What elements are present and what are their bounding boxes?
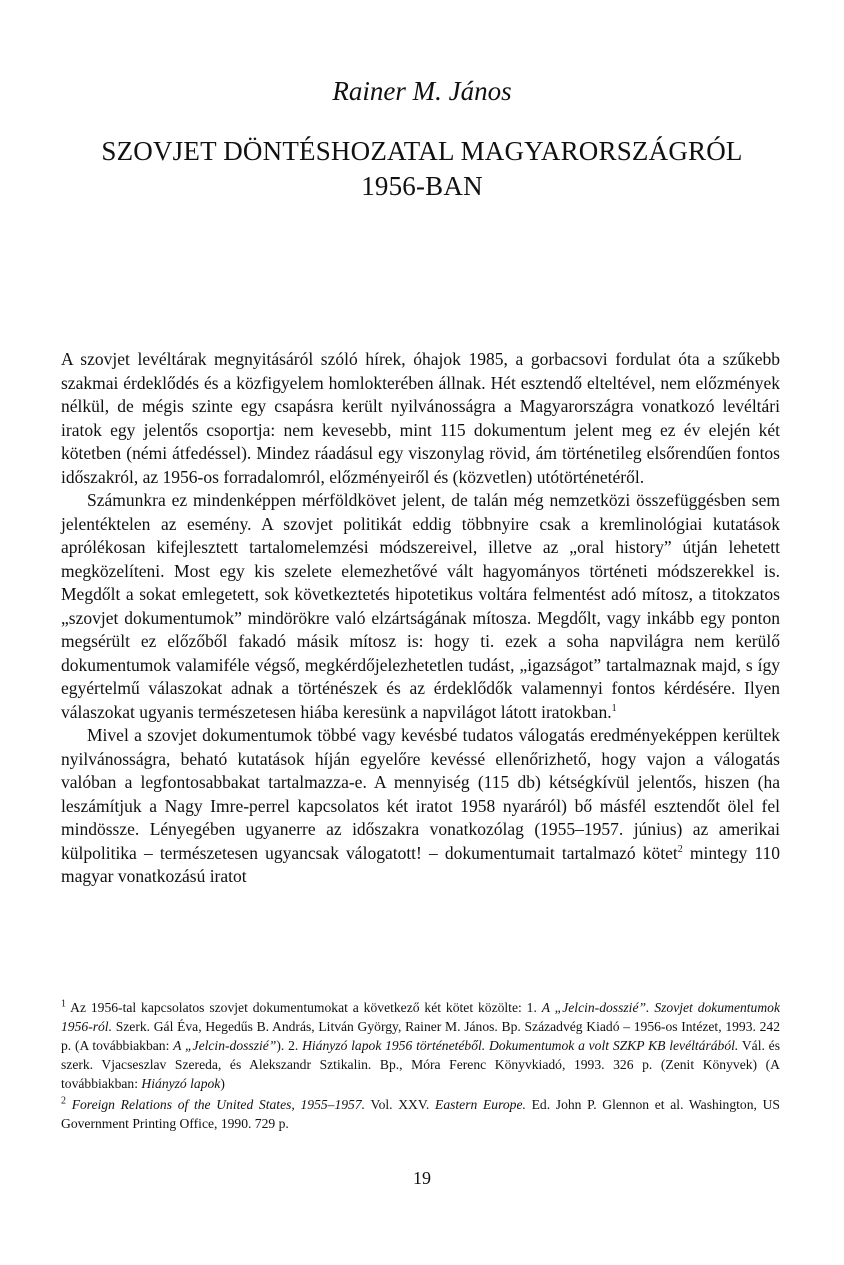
- paragraph-3-text-b: mintegy 110 magyar vonatkozású iratot: [61, 842, 780, 886]
- title-line-1: SZOVJET DÖNTÉSHOZATAL MAGYARORSZÁGRÓL: [101, 136, 743, 166]
- footnote-2-text: Ed. John P. Glennon et al. Washington, US Government Printing Office, 1990. 729 p.: [61, 1097, 780, 1131]
- paragraph-1: A szovjet levéltárak megnyitásáról szóló hírek, óhajok 1985, a gorbacsovi fordulat óta a szűkebb szakmai érdeklődés és a közfigyelem homlokterében állnak. Hét esztendő elteltével, nem előzmények nélkül, de mégis szinte egy csapásra került nyilvánosságra a Magyarországra vonatkozó levéltári iratok egy jelentős csoportja: nem kevesebb, mint 115 dokumentum jelent meg ez év elején két kötetben (némi átfedéssel). Mindez ráadásul egy viszonylag rövid, ám történetileg elsőrendűen fontos időszakról, az 1956-os forradalomról, előzményeiről és (közvetlen) utótörténetéről.: [61, 349, 780, 487]
- footnote-ref-2: 2: [677, 843, 683, 855]
- body-text: [61, 348, 780, 889]
- footnote-2-number: 2: [61, 1095, 66, 1107]
- article-title: [60, 134, 784, 204]
- footnote-1-text: ): [220, 1076, 225, 1091]
- footnote-2-text: Vol. XXV.: [365, 1097, 436, 1112]
- footnote-2-volume-title: Eastern Europe.: [435, 1097, 526, 1112]
- footnote-1-short-title-2: Hiányzó lapok: [141, 1076, 221, 1091]
- footnote-1: [61, 998, 780, 1093]
- footnote-1-text: Az 1956-tal kapcsolatos szovjet dokumentumokat a következő két kötet közölte: 1.: [66, 1000, 542, 1015]
- paragraph-3: [61, 724, 780, 889]
- footnote-1-number: 1: [61, 998, 66, 1010]
- author-name: Rainer M. János: [332, 76, 512, 106]
- paragraph-2-text: Számunkra ez mindenképpen mérföldkövet jelent, de talán még nemzetközi összefüggésben sem jelentéktelen az esemény. A szovjet politikát eddig többnyire csak a kremlinológiai kutatások aprólékosan kifejlesztett tartalomelemzési módszereivel, illetve az „oral history” útján lehetett megközelíteni. Most egy kis szelete elemezhetővé vált hagyományos történeti módszerekkel is. Megdőlt a sokat emlegetett, sok következtetés hipotetikus voltára felmentést adó mítosz, a titokzatos „szovjet dokumentumok” mindörökre való elzártságának mítosza. Megdőlt, vagy inkább egy ponton megsérült ez előzőből fakadó másik mítosz is: hogy ti. ezek a soha napvilágra nem kerülő dokumentumok valamiféle végső, megkérdőjelezhetetlen tudást, „igazságot” tartalmaznak majd, s így egyértelmű válaszokat adnak a történészek és az érdeklődők valamennyi fontos kérdésére. Ilyen válaszokat ugyanis természetesen hiába keresünk a napvilágot látott iratokban.: [61, 490, 780, 722]
- footnote-2-series-title: Foreign Relations of the United States, 1955–1957.: [71, 1097, 366, 1112]
- footnote-1-text: Szerk. Gál Éva, Hegedűs B. András, Litván György, Rainer M. János. Bp. Századvég Kiadó – 1956-os Intézet, 1993. 242 p. (A továbbiakban:: [61, 1019, 780, 1053]
- paragraph-2: [61, 489, 780, 724]
- footnote-1-text: Vál. és szerk. Vjacseszlav Szereda, és Alekszandr Sztikalin. Bp., Móra Ferenc Könyvkiadó, 1993. 326 p. (Zenit Könyvek) (A továbbiakban:: [61, 1038, 780, 1091]
- footnote-2: [61, 1095, 780, 1133]
- page-number: 19: [413, 1168, 431, 1188]
- footnote-1-book-2-title: Hiányzó lapok 1956 történetéből. Dokumentumok a volt SZKP KB levéltárából.: [302, 1038, 739, 1053]
- footnote-1-short-title-1: A „Jelcin-dosszié”: [173, 1038, 277, 1053]
- footnotes: [61, 998, 780, 1135]
- title-line-2: 1956-BAN: [361, 171, 483, 201]
- footnote-1-book-1-title: A „Jelcin-dosszié”. Szovjet dokumentumok 1956-ról.: [61, 1000, 781, 1034]
- footnote-ref-1: 1: [611, 702, 617, 714]
- footnote-1-text: ). 2.: [276, 1038, 303, 1053]
- paragraph-3-text-a: Mivel a szovjet dokumentumok többé vagy kevésbé tudatos válogatás eredményeképpen kerültek nyilvánosságra, beható kutatások híján egyelőre kevéssé ellenőrizhető, hogy vajon a válogatás valóban a legfontosabbakat tartalmazza-e. A mennyiség (115 db) kétségkívül jelentős, hiszen (ha leszámítjuk a Nagy Imre-perrel kapcsolatos két iratot 1958 nyaráról) bő másfél esztendőt ölel fel mindössze. Lényegében ugyanerre az időszakra vonatkozólag (1955–1957. június) az amerikai külpolitika – természetesen ugyancsak válogatott! – dokumentumait tartalmazó kötet: [61, 725, 780, 863]
